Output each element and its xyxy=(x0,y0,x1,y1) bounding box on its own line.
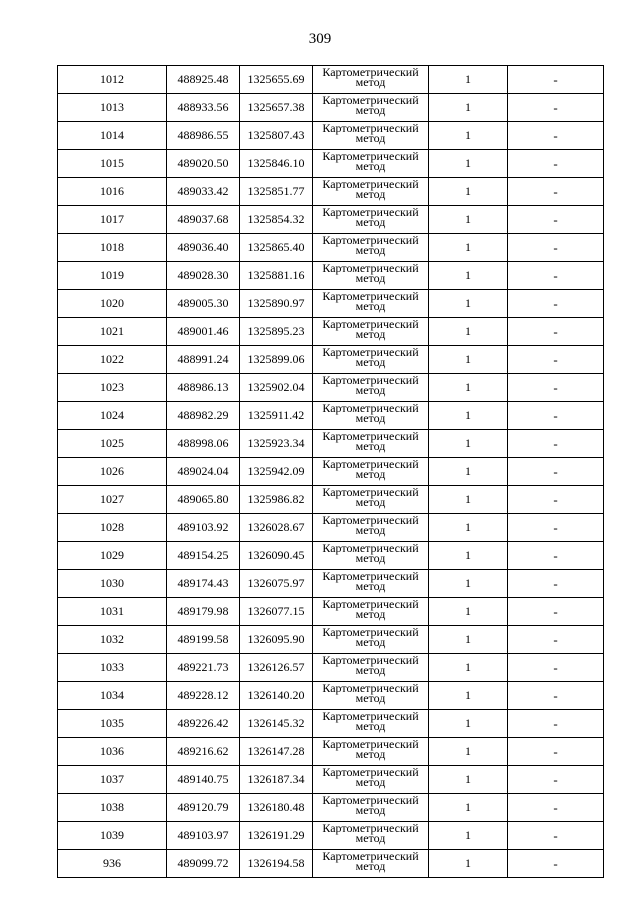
table-row xyxy=(58,262,604,290)
extra-cell: - xyxy=(508,346,604,374)
extra-cell: - xyxy=(508,206,604,234)
point-number-cell: 1037 xyxy=(58,766,167,794)
x-coordinate-cell: 489140.75 xyxy=(167,766,240,794)
extra-cell: - xyxy=(508,822,604,850)
table-row xyxy=(58,598,604,626)
table-row xyxy=(58,542,604,570)
y-coordinate-cell: 1325854.32 xyxy=(240,206,313,234)
extra-cell: - xyxy=(508,178,604,206)
extra-cell: - xyxy=(508,738,604,766)
x-coordinate-cell: 489036.40 xyxy=(167,234,240,262)
extra-cell: - xyxy=(508,318,604,346)
table-row xyxy=(58,318,604,346)
table-row xyxy=(58,654,604,682)
extra-cell: - xyxy=(508,486,604,514)
x-coordinate-cell: 489001.46 xyxy=(167,318,240,346)
extra-cell: - xyxy=(508,542,604,570)
table-row xyxy=(58,66,604,94)
y-coordinate-cell: 1326075.97 xyxy=(240,570,313,598)
point-number-cell: 1017 xyxy=(58,206,167,234)
method-cell: Картометрический метод xyxy=(313,654,429,682)
method-cell: Картометрический метод xyxy=(313,682,429,710)
method-cell: Картометрический метод xyxy=(313,94,429,122)
value-cell: 1 xyxy=(429,458,508,486)
extra-cell: - xyxy=(508,66,604,94)
method-cell: Картометрический метод xyxy=(313,122,429,150)
point-number-cell: 1036 xyxy=(58,738,167,766)
method-cell: Картометрический метод xyxy=(313,458,429,486)
x-coordinate-cell: 489033.42 xyxy=(167,178,240,206)
value-cell: 1 xyxy=(429,766,508,794)
point-number-cell: 1012 xyxy=(58,66,167,94)
table-row xyxy=(58,374,604,402)
method-cell: Картометрический метод xyxy=(313,402,429,430)
method-cell: Картометрический метод xyxy=(313,514,429,542)
x-coordinate-cell: 489037.68 xyxy=(167,206,240,234)
table-row xyxy=(58,766,604,794)
x-coordinate-cell: 489179.98 xyxy=(167,598,240,626)
y-coordinate-cell: 1325807.43 xyxy=(240,122,313,150)
value-cell: 1 xyxy=(429,290,508,318)
value-cell: 1 xyxy=(429,374,508,402)
x-coordinate-cell: 489221.73 xyxy=(167,654,240,682)
extra-cell: - xyxy=(508,850,604,878)
x-coordinate-cell: 489020.50 xyxy=(167,150,240,178)
point-number-cell: 1023 xyxy=(58,374,167,402)
x-coordinate-cell: 489174.43 xyxy=(167,570,240,598)
table-row xyxy=(58,94,604,122)
value-cell: 1 xyxy=(429,486,508,514)
x-coordinate-cell: 488991.24 xyxy=(167,346,240,374)
point-number-cell: 1030 xyxy=(58,570,167,598)
extra-cell: - xyxy=(508,262,604,290)
point-number-cell: 1026 xyxy=(58,458,167,486)
y-coordinate-cell: 1325895.23 xyxy=(240,318,313,346)
method-cell: Картометрический метод xyxy=(313,262,429,290)
y-coordinate-cell: 1325865.40 xyxy=(240,234,313,262)
value-cell: 1 xyxy=(429,262,508,290)
value-cell: 1 xyxy=(429,430,508,458)
extra-cell: - xyxy=(508,150,604,178)
point-number-cell: 1019 xyxy=(58,262,167,290)
method-cell: Картометрический метод xyxy=(313,570,429,598)
point-number-cell: 1022 xyxy=(58,346,167,374)
point-number-cell: 1016 xyxy=(58,178,167,206)
extra-cell: - xyxy=(508,570,604,598)
point-number-cell: 1014 xyxy=(58,122,167,150)
method-cell: Картометрический метод xyxy=(313,850,429,878)
extra-cell: - xyxy=(508,94,604,122)
x-coordinate-cell: 489199.58 xyxy=(167,626,240,654)
table-row xyxy=(58,794,604,822)
method-cell: Картометрический метод xyxy=(313,794,429,822)
table-row xyxy=(58,234,604,262)
table-row xyxy=(58,738,604,766)
method-cell: Картометрический метод xyxy=(313,486,429,514)
method-cell: Картометрический метод xyxy=(313,822,429,850)
value-cell: 1 xyxy=(429,178,508,206)
y-coordinate-cell: 1326090.45 xyxy=(240,542,313,570)
value-cell: 1 xyxy=(429,598,508,626)
y-coordinate-cell: 1325942.09 xyxy=(240,458,313,486)
method-cell: Картометрический метод xyxy=(313,150,429,178)
value-cell: 1 xyxy=(429,150,508,178)
value-cell: 1 xyxy=(429,738,508,766)
value-cell: 1 xyxy=(429,542,508,570)
point-number-cell: 1024 xyxy=(58,402,167,430)
value-cell: 1 xyxy=(429,94,508,122)
extra-cell: - xyxy=(508,430,604,458)
x-coordinate-cell: 489103.92 xyxy=(167,514,240,542)
table-row xyxy=(58,402,604,430)
x-coordinate-cell: 489154.25 xyxy=(167,542,240,570)
value-cell: 1 xyxy=(429,794,508,822)
method-cell: Картометрический метод xyxy=(313,374,429,402)
extra-cell: - xyxy=(508,626,604,654)
y-coordinate-cell: 1326126.57 xyxy=(240,654,313,682)
point-number-cell: 1039 xyxy=(58,822,167,850)
point-number-cell: 1027 xyxy=(58,486,167,514)
value-cell: 1 xyxy=(429,710,508,738)
method-cell: Картометрический метод xyxy=(313,178,429,206)
value-cell: 1 xyxy=(429,682,508,710)
point-number-cell: 1038 xyxy=(58,794,167,822)
value-cell: 1 xyxy=(429,822,508,850)
y-coordinate-cell: 1325911.42 xyxy=(240,402,313,430)
extra-cell: - xyxy=(508,514,604,542)
x-coordinate-cell: 489216.62 xyxy=(167,738,240,766)
table-row xyxy=(58,822,604,850)
table-row xyxy=(58,206,604,234)
point-number-cell: 1035 xyxy=(58,710,167,738)
method-cell: Картометрический метод xyxy=(313,766,429,794)
method-cell: Картометрический метод xyxy=(313,626,429,654)
point-number-cell: 1020 xyxy=(58,290,167,318)
y-coordinate-cell: 1326194.58 xyxy=(240,850,313,878)
point-number-cell: 1018 xyxy=(58,234,167,262)
value-cell: 1 xyxy=(429,402,508,430)
y-coordinate-cell: 1326077.15 xyxy=(240,598,313,626)
method-cell: Картометрический метод xyxy=(313,346,429,374)
extra-cell: - xyxy=(508,598,604,626)
table-row xyxy=(58,570,604,598)
x-coordinate-cell: 489228.12 xyxy=(167,682,240,710)
table-row xyxy=(58,178,604,206)
extra-cell: - xyxy=(508,234,604,262)
extra-cell: - xyxy=(508,290,604,318)
y-coordinate-cell: 1326095.90 xyxy=(240,626,313,654)
value-cell: 1 xyxy=(429,570,508,598)
x-coordinate-cell: 489005.30 xyxy=(167,290,240,318)
y-coordinate-cell: 1325655.69 xyxy=(240,66,313,94)
coordinates-table xyxy=(57,65,604,878)
method-cell: Картометрический метод xyxy=(313,738,429,766)
point-number-cell: 1015 xyxy=(58,150,167,178)
point-number-cell: 1025 xyxy=(58,430,167,458)
value-cell: 1 xyxy=(429,514,508,542)
value-cell: 1 xyxy=(429,318,508,346)
extra-cell: - xyxy=(508,654,604,682)
value-cell: 1 xyxy=(429,234,508,262)
table-row xyxy=(58,458,604,486)
y-coordinate-cell: 1325902.04 xyxy=(240,374,313,402)
method-cell: Картометрический метод xyxy=(313,710,429,738)
x-coordinate-cell: 488986.13 xyxy=(167,374,240,402)
table-row xyxy=(58,430,604,458)
value-cell: 1 xyxy=(429,850,508,878)
table-row xyxy=(58,486,604,514)
extra-cell: - xyxy=(508,682,604,710)
value-cell: 1 xyxy=(429,122,508,150)
y-coordinate-cell: 1326180.48 xyxy=(240,794,313,822)
y-coordinate-cell: 1326191.29 xyxy=(240,822,313,850)
point-number-cell: 1031 xyxy=(58,598,167,626)
extra-cell: - xyxy=(508,458,604,486)
method-cell: Картометрический метод xyxy=(313,234,429,262)
point-number-cell: 1029 xyxy=(58,542,167,570)
point-number-cell: 1033 xyxy=(58,654,167,682)
table-row xyxy=(58,290,604,318)
extra-cell: - xyxy=(508,122,604,150)
table-row xyxy=(58,346,604,374)
x-coordinate-cell: 489099.72 xyxy=(167,850,240,878)
point-number-cell: 1013 xyxy=(58,94,167,122)
method-cell: Картометрический метод xyxy=(313,318,429,346)
table-row xyxy=(58,150,604,178)
table-row xyxy=(58,626,604,654)
point-number-cell: 1021 xyxy=(58,318,167,346)
method-cell: Картометрический метод xyxy=(313,206,429,234)
extra-cell: - xyxy=(508,374,604,402)
method-cell: Картометрический метод xyxy=(313,290,429,318)
x-coordinate-cell: 489120.79 xyxy=(167,794,240,822)
table-body xyxy=(58,66,604,878)
x-coordinate-cell: 488933.56 xyxy=(167,94,240,122)
table-row xyxy=(58,850,604,878)
table-row xyxy=(58,710,604,738)
point-number-cell: 936 xyxy=(58,850,167,878)
x-coordinate-cell: 489226.42 xyxy=(167,710,240,738)
x-coordinate-cell: 488998.06 xyxy=(167,430,240,458)
extra-cell: - xyxy=(508,402,604,430)
y-coordinate-cell: 1325923.34 xyxy=(240,430,313,458)
method-cell: Картометрический метод xyxy=(313,542,429,570)
value-cell: 1 xyxy=(429,626,508,654)
x-coordinate-cell: 489024.04 xyxy=(167,458,240,486)
y-coordinate-cell: 1325890.97 xyxy=(240,290,313,318)
y-coordinate-cell: 1325846.10 xyxy=(240,150,313,178)
x-coordinate-cell: 489028.30 xyxy=(167,262,240,290)
table-row xyxy=(58,682,604,710)
y-coordinate-cell: 1325851.77 xyxy=(240,178,313,206)
y-coordinate-cell: 1325899.06 xyxy=(240,346,313,374)
point-number-cell: 1034 xyxy=(58,682,167,710)
y-coordinate-cell: 1326028.67 xyxy=(240,514,313,542)
y-coordinate-cell: 1326187.34 xyxy=(240,766,313,794)
method-cell: Картометрический метод xyxy=(313,430,429,458)
x-coordinate-cell: 489103.97 xyxy=(167,822,240,850)
extra-cell: - xyxy=(508,794,604,822)
value-cell: 1 xyxy=(429,206,508,234)
y-coordinate-cell: 1325986.82 xyxy=(240,486,313,514)
table-row xyxy=(58,122,604,150)
point-number-cell: 1032 xyxy=(58,626,167,654)
x-coordinate-cell: 489065.80 xyxy=(167,486,240,514)
y-coordinate-cell: 1326145.32 xyxy=(240,710,313,738)
y-coordinate-cell: 1325657.38 xyxy=(240,94,313,122)
point-number-cell: 1028 xyxy=(58,514,167,542)
y-coordinate-cell: 1326147.28 xyxy=(240,738,313,766)
x-coordinate-cell: 488982.29 xyxy=(167,402,240,430)
value-cell: 1 xyxy=(429,66,508,94)
y-coordinate-cell: 1326140.20 xyxy=(240,682,313,710)
x-coordinate-cell: 488986.55 xyxy=(167,122,240,150)
y-coordinate-cell: 1325881.16 xyxy=(240,262,313,290)
extra-cell: - xyxy=(508,766,604,794)
value-cell: 1 xyxy=(429,346,508,374)
extra-cell: - xyxy=(508,710,604,738)
value-cell: 1 xyxy=(429,654,508,682)
page-number: 309 xyxy=(308,31,332,47)
x-coordinate-cell: 488925.48 xyxy=(167,66,240,94)
method-cell: Картометрический метод xyxy=(313,66,429,94)
table-row xyxy=(58,514,604,542)
method-cell: Картометрический метод xyxy=(313,598,429,626)
